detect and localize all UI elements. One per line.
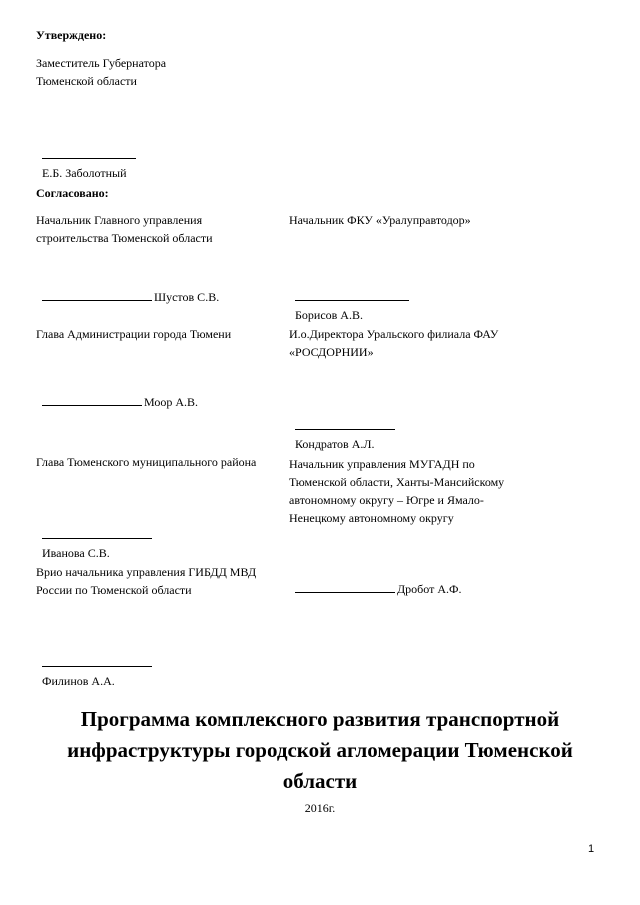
signature-line bbox=[42, 394, 142, 406]
position-line: Врио начальника управления ГИБДД МВД bbox=[36, 565, 257, 579]
position-line: автономному округу – Югре и Ямало- bbox=[289, 493, 484, 507]
signature-name: Филинов А.А. bbox=[42, 674, 115, 688]
signature-name: Дробот А.Ф. bbox=[397, 582, 462, 596]
signature-name: Моор А.В. bbox=[144, 395, 199, 409]
signature-line bbox=[42, 289, 152, 301]
agreed-block-tyumen-admin bbox=[36, 325, 231, 343]
position-line: Начальник Главного управления bbox=[36, 213, 203, 227]
approved-line-2: Тюменской области bbox=[36, 74, 137, 88]
approved-line-1: Заместитель Губернатора bbox=[36, 56, 167, 70]
signature-drobot bbox=[289, 562, 462, 598]
signature-name: Шустов С.В. bbox=[154, 290, 220, 304]
signature-moor bbox=[36, 375, 198, 411]
signature-borisov bbox=[289, 270, 411, 324]
agreed-block-mugadn bbox=[289, 455, 504, 527]
position-line: строительства Тюменской области bbox=[36, 231, 213, 245]
agreed-block-gibdd bbox=[36, 563, 256, 599]
agreed-block-rosdornii bbox=[289, 325, 498, 361]
signature-filinov bbox=[36, 636, 154, 690]
signature-kondratov bbox=[289, 399, 397, 453]
signature-line bbox=[295, 581, 395, 593]
position-line: Начальник ФКУ «Уралуправтодор» bbox=[289, 213, 471, 227]
position-line: Ненецкому автономному округу bbox=[289, 511, 454, 525]
agreed-block-tyumen-district bbox=[36, 453, 256, 471]
agreed-heading: Согласовано: bbox=[36, 186, 109, 200]
position-line: Тюменской области, Ханты-Мансийскому bbox=[289, 475, 505, 489]
agreed-block-main-construction bbox=[36, 211, 213, 247]
signature-name: Е.Б. Заболотный bbox=[42, 166, 127, 180]
signature-line bbox=[42, 527, 152, 539]
position-line: Начальник управления МУГАДН по bbox=[289, 457, 475, 471]
position-line: Глава Тюменского муниципального района bbox=[36, 455, 257, 469]
position-line: И.о.Директора Уральского филиала ФАУ bbox=[289, 327, 499, 341]
agreed-block-uralupravtodor bbox=[289, 211, 471, 229]
program-title: Программа комплексного развития транспортной инфраструктуры городской агломерации Тюменской области bbox=[67, 707, 573, 793]
position-line: «РОСДОРНИИ» bbox=[289, 345, 374, 359]
signature-name: Борисов А.В. bbox=[295, 308, 363, 322]
signature-shustov bbox=[36, 270, 219, 306]
approved-heading: Утверждено: bbox=[36, 28, 107, 42]
position-line: России по Тюменской области bbox=[36, 583, 192, 597]
approved-signature bbox=[36, 128, 138, 182]
signature-line bbox=[42, 655, 152, 667]
signature-line bbox=[295, 289, 409, 301]
signature-line bbox=[42, 147, 136, 159]
signature-ivanova bbox=[36, 508, 154, 562]
position-line: Глава Администрации города Тюмени bbox=[36, 327, 232, 341]
signature-line bbox=[295, 418, 395, 430]
page-number: 1 bbox=[588, 843, 595, 855]
signature-name: Кондратов А.Л. bbox=[295, 437, 375, 451]
document-year: 2016г. bbox=[304, 801, 336, 815]
signature-name: Иванова С.В. bbox=[42, 546, 110, 560]
